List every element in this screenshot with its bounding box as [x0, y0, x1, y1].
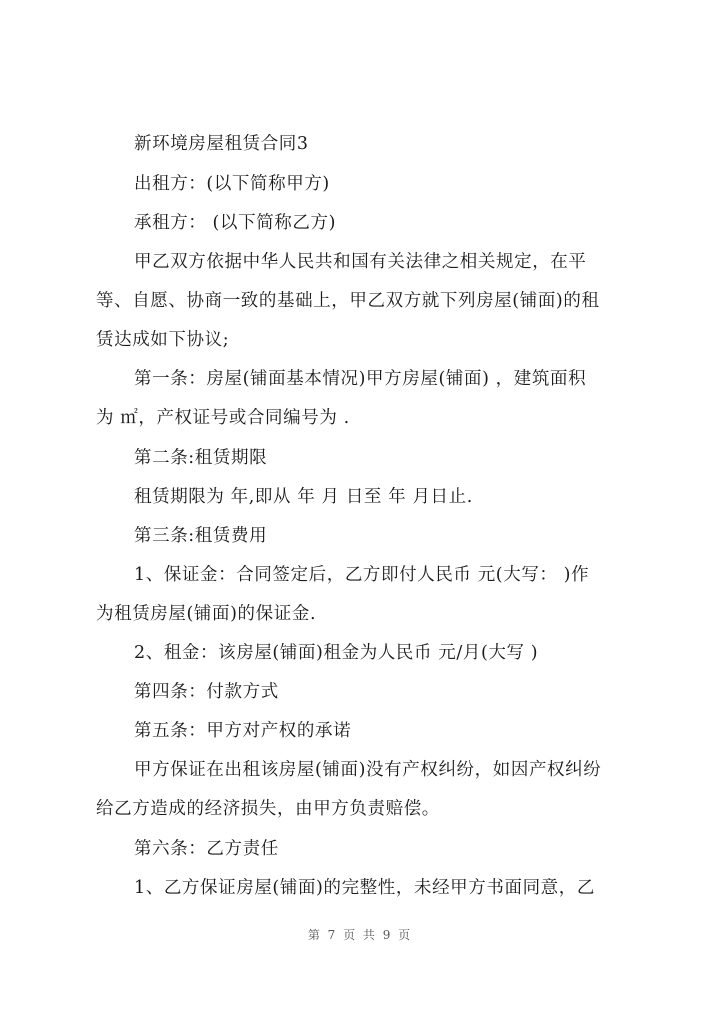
paragraph-line: 1、保证金：合同签定后，乙方即付人民币 元(大写： )作: [134, 565, 590, 585]
paragraph-line: 1、乙方保证房屋(铺面)的完整性，未经甲方书面同意，乙: [134, 878, 595, 898]
lessor-line: 出租方：(以下简称甲方): [134, 174, 330, 194]
paragraph-line: 甲方保证在出租该房屋(铺面)没有产权纠纷，如因产权纠纷: [134, 760, 602, 780]
paragraph-line: 甲乙双方依据中华人民共和国有关法律之相关规定，在平: [134, 252, 587, 272]
paragraph-line: 为租赁房屋(铺面)的保证金.: [96, 604, 317, 624]
document-title: 新环境房屋租赁合同3: [134, 134, 309, 154]
article-3-heading: 第三条:租赁费用: [134, 526, 268, 546]
article-5-heading: 第五条：甲方对产权的承诺: [134, 721, 352, 741]
paragraph-line: 等、自愿、协商一致的基础上，甲乙双方就下列房屋(铺面)的租: [96, 291, 600, 311]
lessee-line: 承租方： (以下简称乙方): [134, 213, 337, 233]
paragraph-line: 租赁期限为 年,即从 年 月 日至 年 月日止.: [134, 487, 473, 507]
page-number-footer: 第 7 页 共 9 页: [307, 928, 413, 942]
article-6-heading: 第六条：乙方责任: [134, 839, 279, 859]
paragraph-line: 给乙方造成的经济损失，由甲方负责赔偿。: [96, 799, 440, 819]
article-1-line: 第一条：房屋(铺面基本情况)甲方房屋(铺面) ，建筑面积: [134, 369, 587, 389]
article-2-heading: 第二条:租赁期限: [134, 448, 268, 468]
article-4-heading: 第四条：付款方式: [134, 682, 279, 702]
paragraph-line: 为 ㎡，产权证号或合同编号为 .: [96, 408, 350, 428]
paragraph-line: 2、租金：该房屋(铺面)租金为人民币 元/月(大写 ): [134, 643, 539, 663]
paragraph-line: 赁达成如下协议;: [96, 330, 230, 350]
